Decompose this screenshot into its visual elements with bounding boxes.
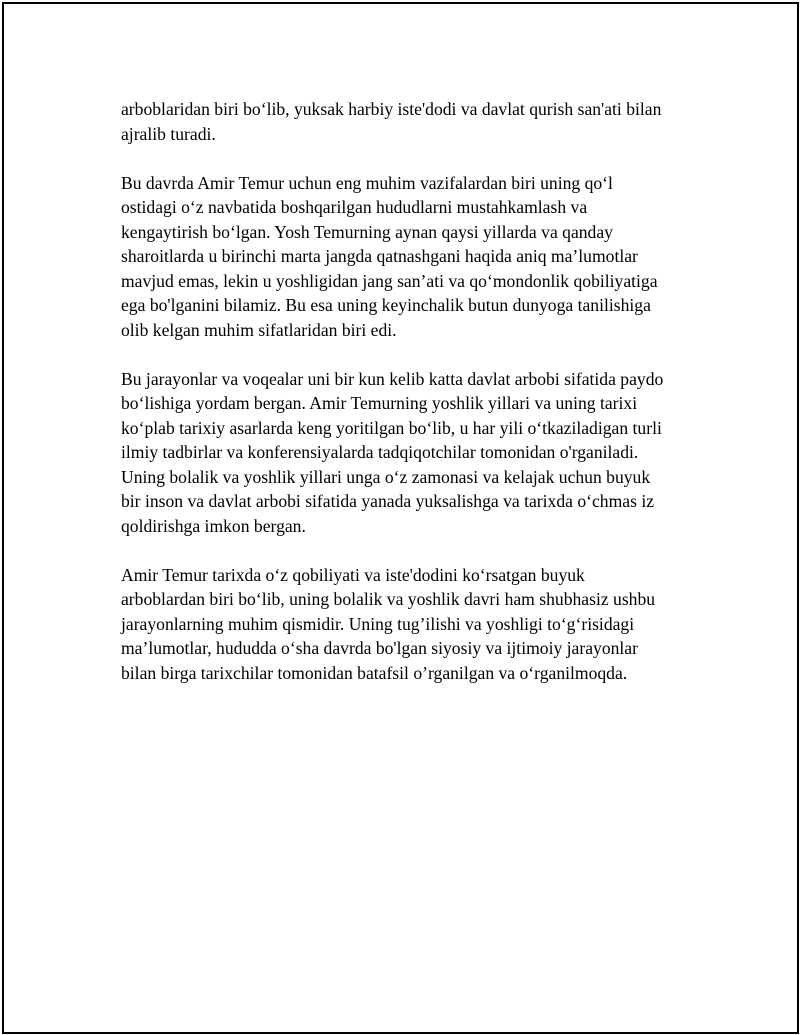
text-line: bilan birga tarixchilar tomonidan batafsil o’rganilgan va o‘rganilmoqda.: [121, 662, 628, 683]
text-line: ostidagi o‘z navbatida boshqarilgan hududlarni mustahkamlash va: [121, 197, 588, 217]
text-line: sharoitlarda u birinchi marta jangda qatnashgani haqida aniq ma’lumotlar: [121, 246, 638, 266]
text-line: bir inson va davlat arbobi sifatida yanada yuksalishga va tarixda o‘chmas iz: [121, 491, 655, 511]
text-line: bo‘lishiga yordam bergan. Amir Temurning yoshlik yillari va uning tarixi: [121, 393, 638, 413]
text-line: ajralib turadi.: [121, 123, 216, 144]
text-line: Amir Temur tarixda o‘z qobiliyati va iste'dodini ko‘rsatgan buyuk: [121, 564, 585, 585]
text-line: jarayonlarning muhim qismidir. Uning tug’ilishi va yoshligi to‘g‘risidagi: [121, 613, 635, 634]
text-line: ilmiy tadbirlar va konferensiyalarda tadqiqotchilar tomonidan o'rganiladi.: [121, 442, 639, 462]
text-line: Bu davrda Amir Temur uchun eng muhim vazifalardan biri uning qo‘l: [121, 172, 613, 193]
text-line: ega bo'lganini bilamiz. Bu esa uning keyinchalik butun dunyoga tanilishiga: [121, 295, 651, 315]
paragraph: [121, 171, 721, 343]
text-line: olib kelgan muhim sifatlaridan biri edi.: [121, 319, 397, 340]
text-line: Uning bolalik va yoshlik yillari unga o‘z zamonasi va kelajak uchun buyuk: [121, 466, 651, 487]
paragraph: [121, 97, 721, 146]
page-frame: [2, 2, 799, 1034]
text-line: qoldirishga imkon bergan.: [121, 515, 306, 536]
text-line: ko‘plab tarixiy asarlarda keng yoritilgan bo‘lib, u har yili o‘tkaziladigan turli: [121, 417, 662, 438]
paragraph: [121, 367, 721, 539]
text-line: Bu jarayonlar va voqealar uni bir kun kelib katta davlat arbobi sifatida paydo: [121, 368, 664, 389]
text-line: ma’lumotlar, hududda o‘sha davrda bo'lgan siyosiy va ijtimoiy jarayonlar: [121, 638, 638, 658]
text-line: arboblaridan biri bo‘lib, yuksak harbiy iste'dodi va davlat qurish san'ati bilan: [121, 99, 662, 119]
paragraph: [121, 563, 721, 686]
text-line: mavjud emas, lekin u yoshligidan jang san’ati va qo‘mondonlik qobiliyatiga: [121, 270, 658, 291]
document-body: [121, 97, 721, 710]
text-line: arboblardan biri bo‘lib, uning bolalik va yoshlik davri ham shubhasiz ushbu: [121, 589, 656, 609]
text-line: kengaytirish bo‘lgan. Yosh Temurning aynan qaysi yillarda va qanday: [121, 221, 613, 242]
